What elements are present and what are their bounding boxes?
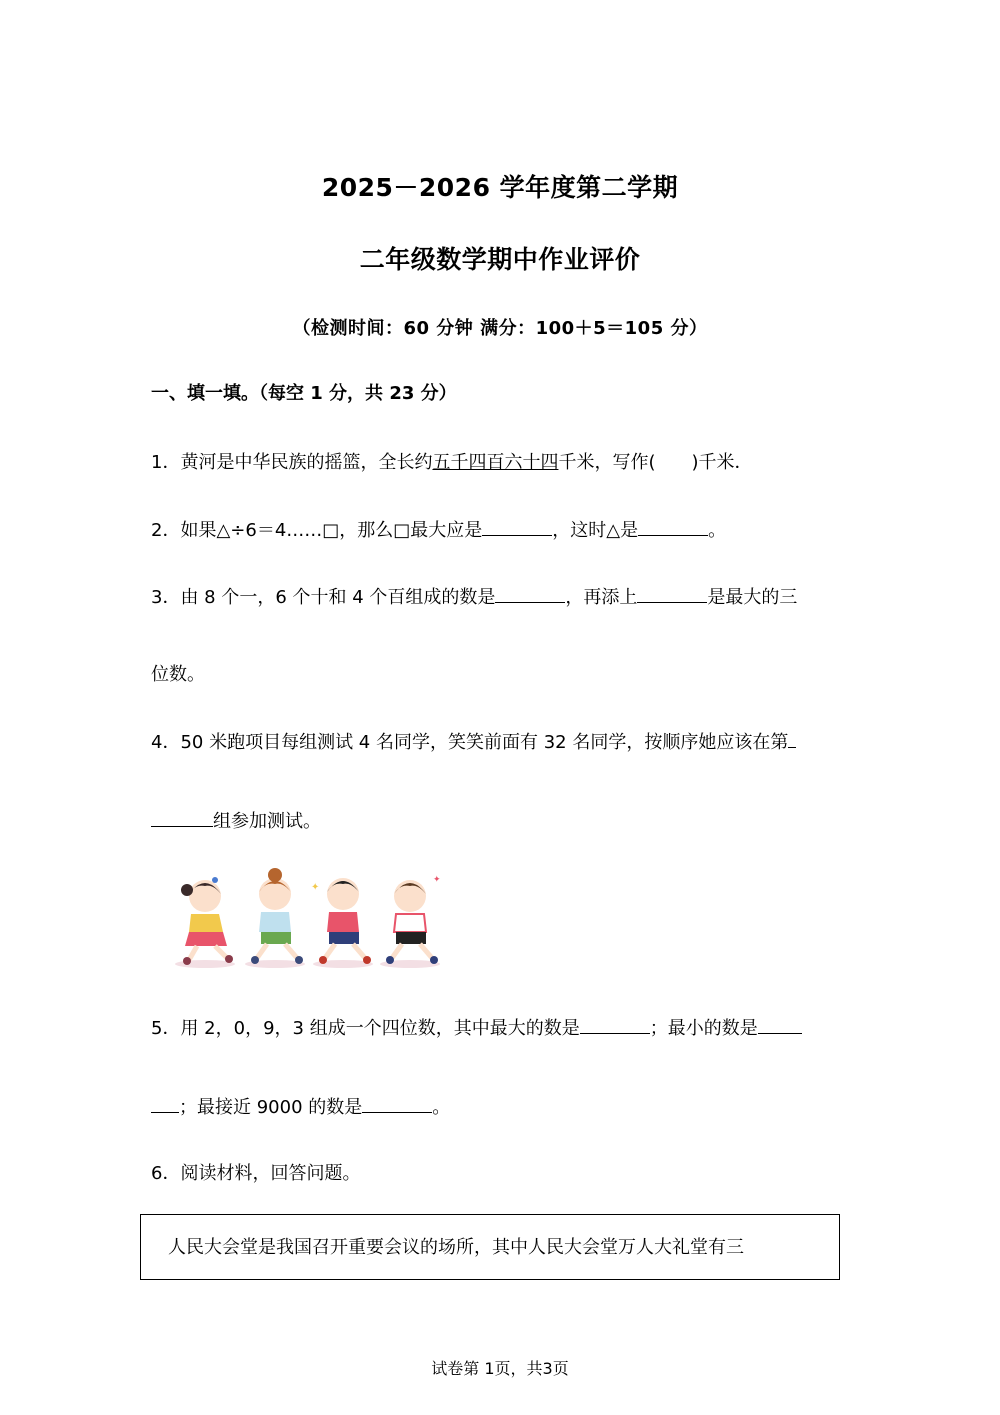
q1-suffix: )千米． xyxy=(691,452,753,473)
q3-line2: 位数。 xyxy=(151,664,205,685)
q1-underlined: 五千四百六十四 xyxy=(432,452,559,473)
q5-line2-suffix: 。 xyxy=(432,1097,451,1118)
running-children-illustration xyxy=(165,860,445,972)
q4-blank-start[interactable] xyxy=(788,729,796,748)
q2-blank-1[interactable] xyxy=(482,517,552,536)
q5-line2-middle: ；最接近 9000 的数是 xyxy=(179,1097,363,1118)
q4-line2-suffix: 组参加测试。 xyxy=(213,811,321,832)
question-2 xyxy=(151,517,726,544)
q5-line2 xyxy=(151,1094,450,1121)
q3-blank-2[interactable] xyxy=(637,584,707,603)
section1-heading: 一、填一填。（每空 1 分，共 23 分） xyxy=(151,383,457,404)
child-4 xyxy=(386,880,438,964)
reading-material-text: 人民大会堂是我国召开重要会议的场所，其中人民大会堂万人大礼堂有三 xyxy=(168,1237,744,1258)
q2-prefix: 2．如果△÷6＝4……□，那么□最大应是 xyxy=(151,520,483,541)
q3-middle: ，再添上 xyxy=(565,587,638,608)
q4-line1: 4．50 米跑项目每组测试 4 名同学，笑笑前面有 32 名同学，按顺序她应该在第 xyxy=(151,732,789,753)
title-line1: 2025－2026 学年度第二学期 xyxy=(321,173,679,202)
question-1 xyxy=(151,450,753,476)
q3-prefix: 3．由 8 个一，6 个十和 4 个百组成的数是 xyxy=(151,587,496,608)
q3-suffix: 是最大的三 xyxy=(707,587,798,608)
q4-line2 xyxy=(151,808,321,835)
q5-blank-3[interactable] xyxy=(362,1094,432,1113)
question-6: 6．阅读材料，回答问题。 xyxy=(151,1163,361,1184)
svg-text:✦: ✦ xyxy=(311,882,320,893)
title-line2: 二年级数学期中作业评价 xyxy=(359,245,641,274)
q5-middle: ；最小的数是 xyxy=(649,1018,758,1039)
q1-middle: 千米，写作( xyxy=(558,452,656,473)
q5-blank-1[interactable] xyxy=(580,1015,650,1034)
q4-blank[interactable] xyxy=(151,808,213,827)
q1-prefix: 1．黄河是中华民族的摇篮，全长约 xyxy=(151,452,433,473)
child-2 xyxy=(251,868,303,964)
q5-blank-2[interactable] xyxy=(151,1094,179,1113)
svg-text:✦: ✦ xyxy=(433,875,441,885)
q2-middle: ，这时△是 xyxy=(552,520,639,541)
child-1 xyxy=(181,877,233,965)
question-3 xyxy=(151,584,797,611)
reading-material-box xyxy=(140,1214,840,1280)
page-footer: 试卷第 1页，共3页 xyxy=(431,1359,569,1378)
q2-suffix: 。 xyxy=(708,520,727,541)
question-5 xyxy=(151,1015,802,1042)
q5-prefix: 5．用 2，0，9，3 组成一个四位数，其中最大的数是 xyxy=(151,1018,580,1039)
child-3 xyxy=(319,878,371,964)
question-4 xyxy=(151,729,796,756)
q5-blank-2-start[interactable] xyxy=(758,1015,802,1034)
exam-info: （检测时间：60 分钟 满分：100＋5＝105 分） xyxy=(292,318,708,339)
q3-blank-1[interactable] xyxy=(495,584,565,603)
q2-blank-2[interactable] xyxy=(638,517,708,536)
